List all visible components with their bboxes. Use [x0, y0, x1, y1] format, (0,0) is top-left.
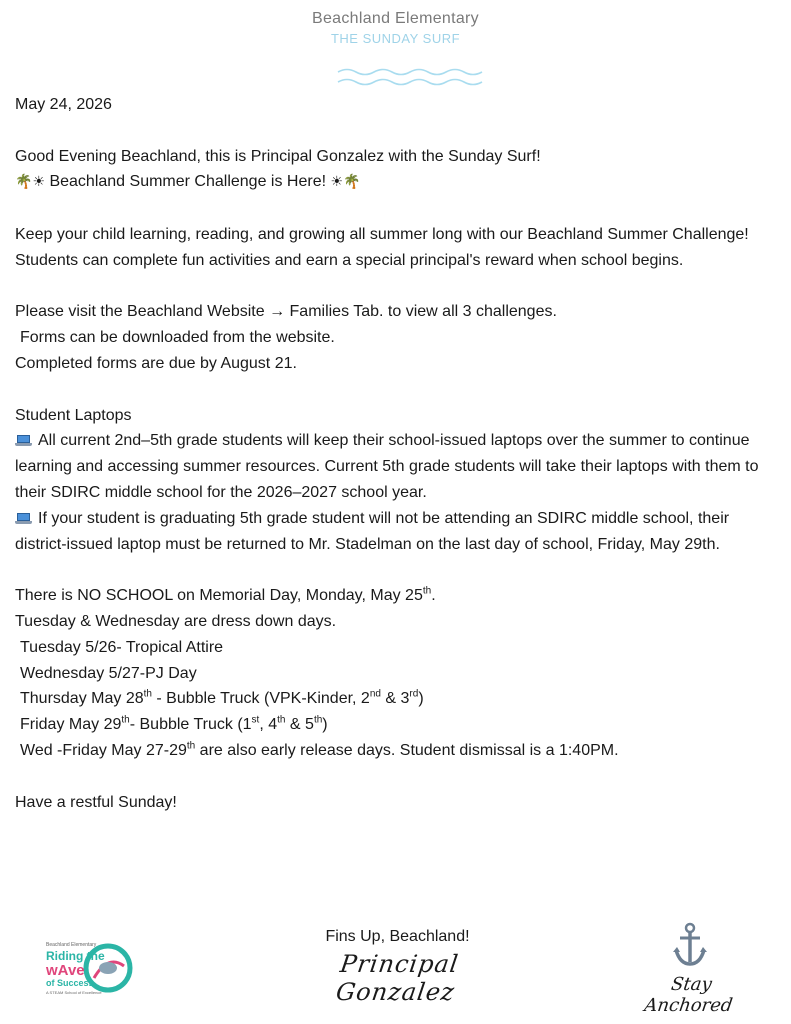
friday-line: Friday May 29th- Bubble Truck (1st, 4th & 5th): [20, 714, 328, 734]
visit-line: Please visit the Beachland Website → Families Tab. to view all 3 challenges.: [15, 303, 557, 321]
no-school-line: There is NO SCHOOL on Memorial Day, Monday, May 25th.: [15, 585, 436, 605]
newsletter-name: THE SUNDAY SURF: [330, 31, 461, 46]
greeting: Good Evening Beachland, this is Principal Gonzalez with the Sunday Surf!: [15, 147, 541, 165]
forms-line: Forms can be downloaded from the website.: [20, 329, 335, 347]
principal-signature: Principal Gonzalez: [334, 950, 461, 1006]
sun-icon: ☀: [330, 174, 344, 191]
wave-divider-icon: [336, 66, 491, 88]
svg-text:A STEAM School of Excellence: A STEAM School of Excellence: [46, 990, 102, 995]
dress-down-line: Tuesday & Wednesday are dress down days.: [15, 612, 337, 630]
challenge-heading: Beachland Summer Challenge is Here!: [49, 173, 327, 191]
laptops-paragraph-1: All current 2nd–5th grade students will keep their school-issued laptops over the summer to continue learning and accessing summer resources. Current 5th grade students will take their laptops with them to their SDIRC middle school for the 2026–2027 school year.: [15, 432, 759, 501]
school-logo: [44, 938, 134, 1000]
thursday-line: Thursday May 28th - Bubble Truck (VPK-Kinder, 2nd & 3rd): [20, 689, 424, 708]
sign-off: Fins Up, Beachland!: [325, 928, 470, 945]
svg-text:Riding the: Riding the: [46, 949, 105, 963]
laptop-icon: [15, 513, 32, 524]
motto-block: [625, 922, 755, 1016]
letter-body: [15, 92, 780, 815]
school-name: Beachland Elementary: [312, 10, 479, 27]
closing-line: Have a restful Sunday!: [15, 793, 177, 811]
newsletter-header: [0, 10, 791, 46]
svg-text:wAve: wAve: [46, 962, 85, 979]
motto-text: Stay Anchored: [643, 974, 734, 1016]
svg-text:Beachland Elementary: Beachland Elementary: [46, 942, 97, 948]
due-line: Completed forms are due by August 21.: [15, 354, 297, 372]
letter-date: May 24, 2026: [15, 96, 112, 113]
palm-tree-icon: 🌴: [343, 174, 361, 191]
laptop-icon: [15, 435, 32, 446]
challenge-heading-line: [15, 169, 780, 196]
svg-text:of Success: of Success: [46, 978, 94, 988]
tuesday-line: Tuesday 5/26- Tropical Attire: [20, 638, 224, 656]
sign-off-block: [300, 928, 495, 1006]
laptops-paragraph-2: If your student is graduating 5th grade student will not be attending an SDIRC middle school, their district-issued laptop must be returned to Mr. Stadelman on the last day of school, Friday, May 29th.: [15, 509, 730, 553]
early-release-line: Wed -Friday May 27-29th are also early release days. Student dismissal is a 1:40PM.: [20, 740, 619, 759]
sun-icon: ☀: [32, 174, 45, 191]
challenge-body: Keep your child learning, reading, and growing all summer long with our Beachland Summer Challenge! Students can complete fun activities and earn a special principal's reward when school begins.: [15, 225, 749, 269]
palm-tree-icon: 🌴: [15, 174, 33, 191]
wednesday-line: Wednesday 5/27-PJ Day: [20, 664, 197, 682]
anchor-icon: [672, 922, 708, 968]
laptops-heading: Student Laptops: [15, 406, 132, 424]
